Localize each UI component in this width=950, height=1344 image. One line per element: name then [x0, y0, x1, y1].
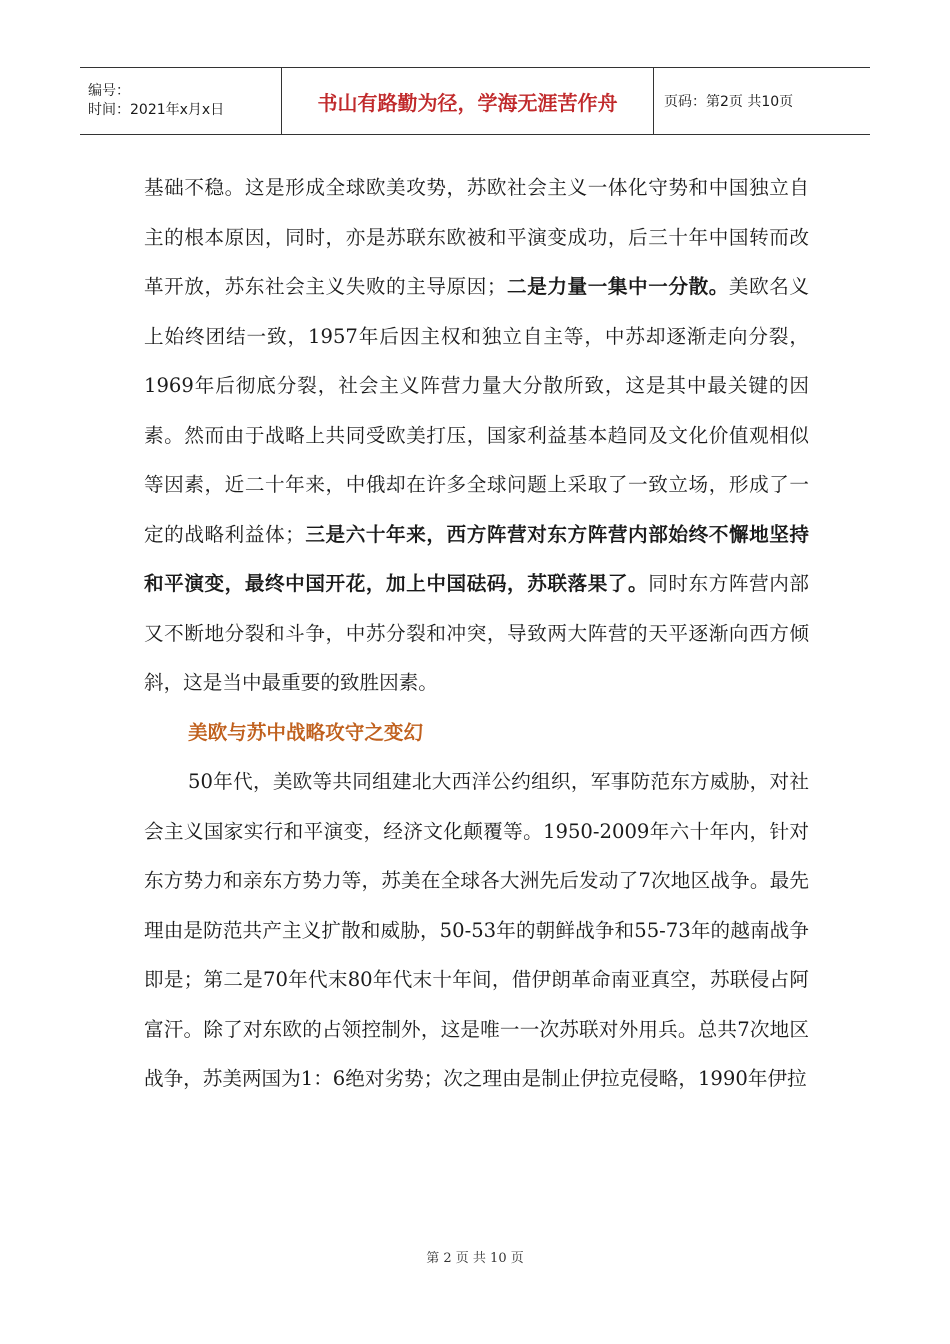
paragraph-2: 50年代，美欧等共同组建北大西洋公约组织，军事防范东方威胁，对社会主义国家实行和平演变，经济文化颠覆等。1950-2009年六十年内，针对东方势力和亲东方势力等，苏美在全球各大洲先后发动了7次地区战争。最先理由是防范共产主义扩散和威胁，50-53年的朝鲜战争和55-73年的越南战争即是；第二是70年代末80年代末十年间，借伊朗革命南亚真空，苏联侵占阿富汗。除了对东欧的占领控制外，这是唯一一次苏联对外用兵。总共7次地区战争，苏美两国为1：6绝对劣势；次之理由是制止伊拉克侵略，1990年伊拉	[144, 770, 809, 1090]
header-page-cell	[654, 68, 870, 134]
header-meta	[80, 68, 282, 134]
doc-date: 时间：2021年x月x日	[88, 102, 225, 118]
paragraph-1	[144, 163, 809, 708]
p1-text-c: 同时东方阵营内部又不断地分裂和斗争，中苏分裂和冲突，导致两大阵营的天平逐渐向西方倾斜，这是当中最重要的致胜因素。	[144, 572, 810, 694]
document-body	[144, 163, 809, 1104]
page-header	[80, 67, 870, 135]
header-motto-cell	[282, 68, 654, 134]
p1-text-b: 美欧名义上始终团结一致，1957年后因主权和独立自主等，中苏却逐渐走向分裂，1969年后彻底分裂，社会主义阵营力量大分散所致，这是其中最关键的因素。然而由于战略上共同受欧美打压，国家利益基本趋同及文化价值观相似等因素，近二十年来，中俄却在许多全球问题上采取了一致立场，形成了一定的战略利益体；	[144, 275, 810, 546]
page-footer: 第 2 页 共 10 页	[426, 1251, 524, 1266]
p1-text-a: 基础不稳。这是形成全球欧美攻势，苏欧社会主义一体化守势和中国独立自主的根本原因，同时，亦是苏联东欧被和平演变成功，后三十年中国转而改革开放，苏东社会主义失败的主导原因；	[144, 176, 809, 298]
header-page-number: 页码：第2页 共10页	[664, 94, 794, 110]
doc-number: 编号：	[88, 83, 130, 99]
p1-bold-point-3: 三是六十年来，西方阵营对东方阵营内部始终不懈地坚持和平演变，最终中国开花，加上中国砝码，苏联落果了。	[144, 522, 810, 595]
section-heading: 美欧与苏中战略攻守之变幻	[188, 720, 424, 744]
header-motto: 书山有路勤为径，学海无涯苦作舟	[317, 90, 618, 115]
p1-bold-point-2: 二是力量一集中一分散。	[506, 275, 729, 298]
